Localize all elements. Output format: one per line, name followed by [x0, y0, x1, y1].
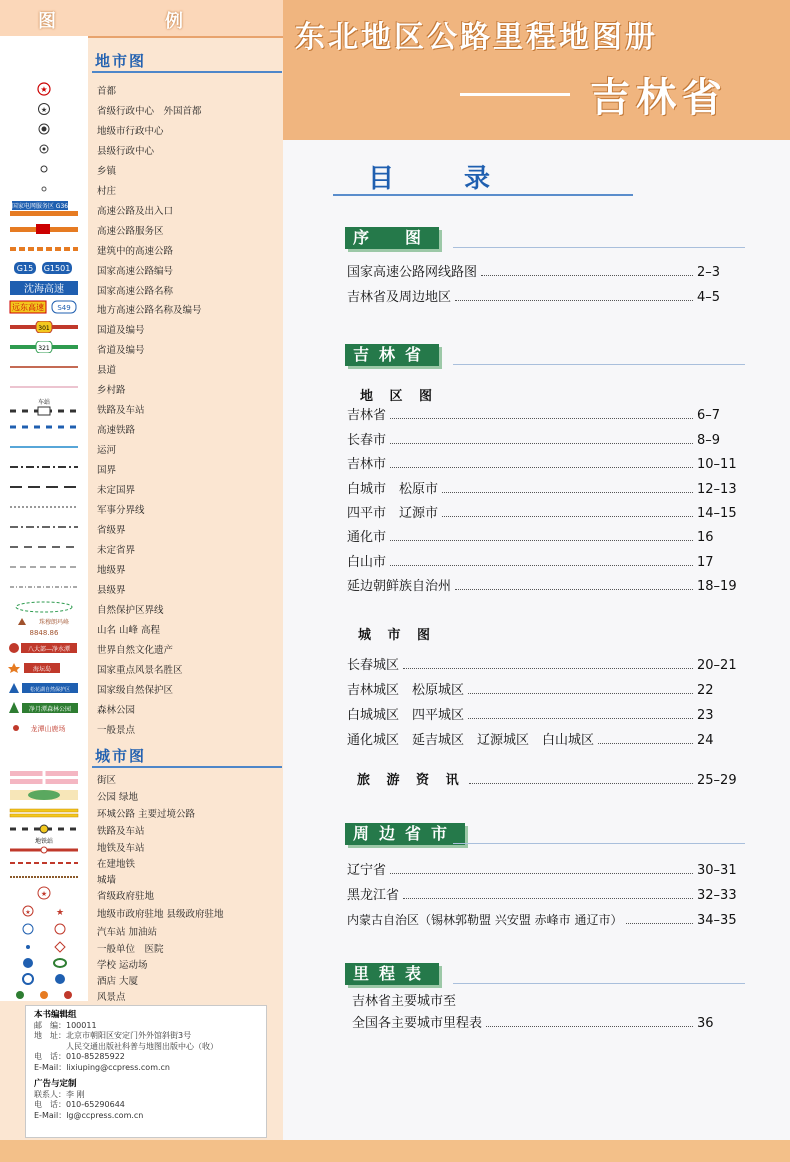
- legend-item: 国道及编号: [97, 325, 145, 336]
- expressway-symbol: [8, 200, 80, 220]
- subsection-heading: 地 区 图: [360, 389, 439, 404]
- peak-height-label: 8848.86: [29, 629, 59, 637]
- shengdao-label: 321: [38, 345, 50, 352]
- legend-header: [0, 0, 283, 38]
- section-badge: 吉林省: [345, 344, 439, 366]
- toc-entry-title: 旅 游 资 讯: [357, 773, 465, 788]
- toc-entry-title: 吉林省主要城市至: [352, 994, 457, 1009]
- toc-entry-title: 长春城区: [347, 658, 400, 673]
- leader-dots: [390, 540, 693, 541]
- editorial-title: 本书编辑组: [34, 1010, 77, 1020]
- toc-entry-title: 吉林省及周边地区: [347, 290, 452, 305]
- editorial-line: 人民交通出版社科普与地图出版中心（收）: [34, 1041, 218, 1051]
- toc-entry[interactable]: [347, 705, 743, 723]
- editorial-line: 邮 编：100011: [34, 1020, 97, 1030]
- toc-entry-title: 白山市: [347, 555, 387, 570]
- toc-entry-page: 12–13: [697, 482, 737, 497]
- county-border-symbol: [8, 580, 80, 594]
- legend-item: 地级市政府驻地 县级政府驻地: [97, 909, 224, 920]
- provincial-center-symbol: [8, 102, 80, 116]
- toc-entry-title: 吉林省: [347, 408, 387, 423]
- rural-road-symbol: [8, 380, 80, 394]
- legend-header-char-2: 例: [165, 11, 185, 32]
- leader-dots: [468, 693, 693, 694]
- leader-dots: [486, 1026, 693, 1027]
- legend-item: 山名 山峰 高程: [97, 625, 161, 636]
- toc-entry-title: 通化城区 延吉城区 辽源城区 白山城区: [347, 733, 595, 748]
- service-area-symbol: [8, 222, 80, 236]
- village-symbol: [8, 182, 80, 196]
- toc-entry-title: 吉林市: [347, 457, 387, 472]
- section-badge: 周边省市: [345, 823, 465, 845]
- leader-dots: [455, 589, 693, 590]
- toc-entry[interactable]: [347, 910, 743, 928]
- hotel-building-symbol: [8, 972, 80, 986]
- national-road-symbol: [8, 320, 80, 334]
- high-speed-rail-symbol: [8, 420, 80, 434]
- s49-label: S49: [57, 304, 71, 312]
- leader-dots: [626, 923, 693, 924]
- editorial-line: 地 址：北京市朝阳区安定门外外馆斜街3号: [34, 1031, 192, 1040]
- legend-item: 城墙: [97, 875, 117, 886]
- legend-item: 高速铁路: [97, 425, 136, 436]
- toc-entry-title: 延边朝鲜族自治州: [347, 579, 452, 594]
- legend-item: 高速公路服务区: [97, 226, 164, 237]
- toc-entry-title: 全国各主要城市里程表: [352, 1016, 483, 1031]
- toc-entry-page: 2–3: [697, 265, 721, 280]
- toc-entry[interactable]: [347, 552, 743, 570]
- leader-dots: [469, 783, 693, 784]
- undetermined-border-symbol: [8, 480, 80, 494]
- divider: [453, 843, 745, 844]
- scenic-area-symbol: [8, 661, 80, 675]
- legend-item: 汽车站 加油站: [97, 927, 158, 938]
- toc-entry[interactable]: [347, 576, 743, 594]
- ad-line: 联系人：李 刚: [34, 1089, 85, 1099]
- leader-dots: [403, 898, 693, 899]
- toc-entry-page: 16: [697, 530, 714, 545]
- national-border-symbol: [8, 460, 80, 474]
- toc-entry-page: 25–29: [697, 773, 737, 788]
- divider: [453, 247, 745, 248]
- shenhai-label: 沈海高速: [24, 284, 64, 295]
- heritage-label: 八大部—净水潭: [27, 646, 71, 653]
- legend-city-section-title: 城市图: [95, 747, 147, 765]
- editorial-line: 电 话：010-85285922: [34, 1052, 125, 1061]
- section-badge: 里程表: [345, 963, 439, 985]
- toc-entry-page: 36: [697, 1016, 714, 1031]
- legend-item: 首都: [97, 86, 117, 97]
- canal-symbol: [8, 440, 80, 454]
- prefecture-center-symbol: [8, 122, 80, 136]
- g1501-label: G1501: [43, 264, 71, 273]
- leader-dots: [390, 873, 693, 874]
- station-label: 车站: [37, 399, 51, 406]
- legend-item: 县级行政中心: [97, 146, 155, 157]
- spot-label: 龙潭山鹿场: [30, 725, 66, 733]
- local-expressway-symbol: [8, 300, 80, 314]
- legend-item: 街区: [97, 775, 117, 786]
- toc-entry-page: 22: [697, 683, 714, 698]
- scenic-label: 海坛岛: [32, 666, 52, 673]
- toc-entry-page: 32–33: [697, 888, 737, 903]
- leader-dots: [468, 718, 693, 719]
- nature-reserve-label: 松花湖自然保护区: [29, 687, 71, 693]
- toc-entry-title: 长春市: [347, 433, 387, 448]
- legend-item: 乡村路: [97, 385, 126, 396]
- peak-name-label: 珠穆朗玛峰: [38, 619, 70, 626]
- leader-dots: [390, 443, 693, 444]
- national-expressway-number-symbol: [8, 261, 80, 275]
- legend-item: 铁路及车站: [97, 826, 145, 837]
- subway-construction-symbol: [8, 856, 80, 870]
- world-heritage-symbol: [8, 641, 80, 655]
- legend-item: 省级行政中心 外国首都: [97, 106, 202, 117]
- editorial-box: [25, 1005, 267, 1138]
- ad-title: 广告与定制: [34, 1079, 77, 1089]
- toc-entry[interactable]: [347, 503, 743, 521]
- divider: [453, 364, 745, 365]
- legend-item: 军事分界线: [97, 505, 145, 516]
- bus-gas-symbol: [8, 922, 80, 936]
- legend-item: 建筑中的高速公路: [97, 246, 174, 257]
- legend-item: 省道及编号: [97, 345, 145, 356]
- toc-entry[interactable]: [347, 479, 743, 497]
- leader-dots: [442, 492, 693, 493]
- toc-entry-title: 黑龙江省: [347, 888, 400, 903]
- legend-item: 未定国界: [97, 485, 136, 496]
- svg-text:★: ★: [40, 106, 48, 114]
- ad-line: 电 话：010-65290644: [34, 1100, 125, 1109]
- peak-symbol: [8, 616, 80, 638]
- divider: [453, 983, 745, 984]
- nature-reserve-boundary-symbol: [8, 600, 80, 614]
- leader-dots: [390, 565, 693, 566]
- toc-entry[interactable]: [347, 860, 743, 878]
- legend-item: 森林公园: [97, 705, 136, 716]
- block-symbol: [8, 770, 80, 786]
- military-line-symbol: [8, 500, 80, 514]
- legend-item: 地级市行政中心: [97, 126, 164, 137]
- toc-heading: 目 录: [368, 164, 513, 194]
- toc-entry-title: 四平市 辽源市: [347, 506, 439, 521]
- legend-panel: [0, 0, 283, 1162]
- toc-entry[interactable]: [347, 885, 743, 903]
- toc-entry[interactable]: [347, 730, 743, 748]
- toc-entry-line: [352, 991, 743, 1009]
- divider: [333, 194, 633, 196]
- county-road-symbol: [8, 360, 80, 374]
- legend-item: 国家级自然保护区: [97, 685, 174, 696]
- legend-item: 省级界: [97, 525, 126, 536]
- toc-entry[interactable]: [352, 1013, 743, 1031]
- subway-station-label: 地铁站: [34, 838, 54, 845]
- township-symbol: [8, 162, 80, 176]
- legend-item: 自然保护区界线: [97, 605, 164, 616]
- expressway-sign-label: 国家电网服务区 G36: [11, 203, 69, 210]
- legend-item: 高速公路及出入口: [97, 206, 174, 217]
- toc-entry[interactable]: [347, 287, 743, 305]
- toc-entry-title: 内蒙古自治区（锡林郭勒盟 兴安盟 赤峰市 通辽市）: [347, 913, 623, 927]
- svg-text:★: ★: [40, 890, 48, 898]
- toc-entry[interactable]: [347, 262, 743, 280]
- legend-item: 世界自然文化遗产: [97, 645, 174, 656]
- legend-item: 运河: [97, 445, 117, 456]
- park-symbol: [8, 788, 80, 802]
- national-nature-reserve-symbol: [8, 681, 80, 695]
- toc-entry[interactable]: [347, 454, 743, 472]
- provincial-road-symbol: [8, 340, 80, 354]
- editorial-line: E-Mail：lixiuping@ccpress.com.cn: [34, 1062, 170, 1072]
- city-railway-symbol: [8, 822, 80, 836]
- legend-item: 国家高速公路编号: [97, 266, 174, 277]
- legend-item: 未定省界: [97, 545, 136, 556]
- toc-entry-title: 白城市 松原市: [347, 482, 439, 497]
- toc-entry[interactable]: [347, 655, 743, 673]
- school-stadium-symbol: [8, 956, 80, 970]
- guodao-label: 301: [38, 325, 50, 332]
- divider: [92, 766, 282, 768]
- divider: [92, 71, 282, 73]
- ad-line: E-Mail：lg@ccpress.com.cn: [34, 1110, 144, 1120]
- legend-header-char-1: 图: [38, 11, 58, 32]
- legend-item: 国家高速公路名称: [97, 286, 174, 297]
- legend-item: 一般单位 医院: [97, 944, 164, 955]
- city-wall-symbol: [8, 870, 80, 884]
- scenic-point-symbol: [8, 988, 80, 1002]
- toc-entry-page: 14–15: [697, 506, 737, 521]
- toc-entry[interactable]: [347, 527, 743, 545]
- general-spot-symbol: [8, 721, 80, 735]
- capital-symbol: [8, 82, 80, 96]
- legend-item: 县级界: [97, 585, 126, 596]
- toc-entry[interactable]: [347, 405, 743, 423]
- legend-item: 公园 绿地: [97, 792, 139, 803]
- toc-entry-title: 国家高速公路网线路图: [347, 265, 478, 280]
- undetermined-provincial-border-symbol: [8, 540, 80, 554]
- toc-entry-title: 吉林城区 松原城区: [347, 683, 465, 698]
- leader-dots: [455, 300, 693, 301]
- legend-item: 铁路及车站: [97, 405, 145, 416]
- toc-entry-page: 17: [697, 555, 714, 570]
- svg-text:★: ★: [25, 909, 31, 916]
- legend-item: 省级政府驻地: [97, 891, 155, 902]
- yuanjiang-label: 远东高速: [12, 303, 44, 312]
- legend-item: 一般景点: [97, 725, 136, 736]
- toc-entry-page: 23: [697, 708, 714, 723]
- leader-dots: [481, 275, 693, 276]
- toc-entry-page: 4–5: [697, 290, 721, 305]
- toc-entry-title: 白城城区 四平城区: [347, 708, 465, 723]
- title-dash: [460, 93, 570, 96]
- toc-entry-page: 10–11: [697, 457, 737, 472]
- provincial-government-symbol: [8, 886, 80, 900]
- section-badge: 序 图: [345, 227, 439, 249]
- legend-item: 地铁及车站: [97, 843, 145, 854]
- leader-dots: [390, 418, 693, 419]
- province-title: 吉林省: [590, 75, 728, 121]
- subsection-heading: 城 市 图: [358, 628, 437, 643]
- unit-hospital-symbol: [8, 940, 80, 954]
- toc-entry[interactable]: [347, 770, 743, 788]
- legend-item: 村庄: [97, 186, 117, 197]
- legend-item: 地级界: [97, 565, 126, 576]
- county-center-symbol: [8, 142, 80, 156]
- legend-item: 风景点: [97, 992, 126, 1003]
- legend-item: 酒店 大厦: [97, 976, 139, 987]
- legend-item: 乡镇: [97, 166, 117, 177]
- leader-dots: [442, 516, 693, 517]
- leader-dots: [390, 467, 693, 468]
- toc-entry-page: 24: [697, 733, 714, 748]
- prefecture-border-symbol: [8, 560, 80, 574]
- legend-item: 国界: [97, 465, 117, 476]
- toc-entry-page: 30–31: [697, 863, 737, 878]
- legend-item: 县道: [97, 365, 117, 376]
- subway-symbol: [8, 836, 80, 856]
- atlas-title: 东北地区公路里程地图册: [295, 20, 658, 55]
- toc-entry-page: 18–19: [697, 579, 737, 594]
- toc-entry-page: 34–35: [697, 913, 737, 928]
- svg-text:★: ★: [40, 85, 48, 94]
- toc-entry[interactable]: [347, 680, 743, 698]
- toc-entry-page: 8–9: [697, 433, 721, 448]
- toc-entry-title: 辽宁省: [347, 863, 387, 878]
- toc-entry-page: 6–7: [697, 408, 721, 423]
- toc-entry-page: 20–21: [697, 658, 737, 673]
- provincial-border-symbol: [8, 520, 80, 534]
- legend-item: 在建地铁: [97, 859, 136, 870]
- expressway-construction-symbol: [8, 242, 80, 256]
- legend-map-section-title: 地市图: [95, 52, 147, 70]
- forest-park-symbol: [8, 701, 80, 715]
- toc-entry-title: 通化市: [347, 530, 387, 545]
- g15-label: G15: [16, 264, 34, 273]
- forest-park-label: 净月潭森林公园: [28, 706, 72, 713]
- leader-dots: [598, 743, 693, 744]
- legend-item: 地方高速公路名称及编号: [97, 305, 202, 316]
- bottom-band: [0, 1140, 790, 1162]
- prefecture-government-symbol: [8, 904, 80, 918]
- legend-item: 国家重点风景名胜区: [97, 665, 183, 676]
- expressway-name-symbol: [8, 281, 80, 295]
- ring-road-symbol: [8, 806, 80, 820]
- legend-item: 学校 运动场: [97, 960, 148, 971]
- railway-symbol: [8, 396, 80, 418]
- toc-entry[interactable]: [347, 430, 743, 448]
- svg-text:★: ★: [55, 908, 65, 918]
- leader-dots: [403, 668, 693, 669]
- legend-item: 环城公路 主要过境公路: [97, 809, 196, 820]
